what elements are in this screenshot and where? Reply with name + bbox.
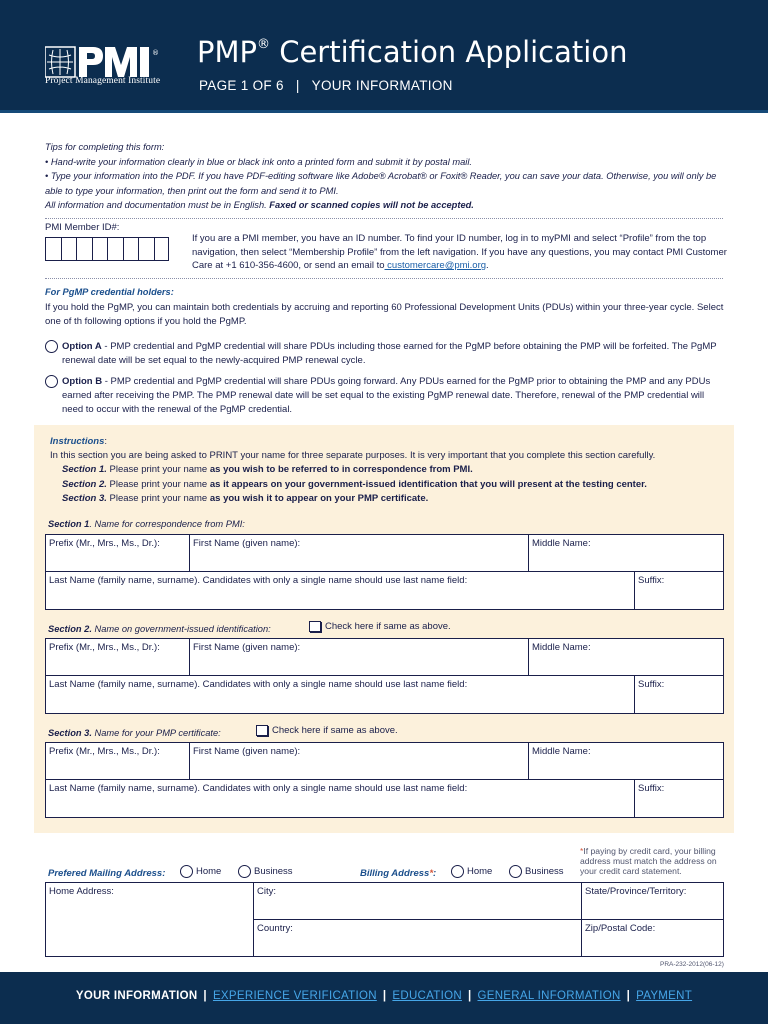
- zip-field[interactable]: Zip/Postal Code:: [581, 920, 723, 956]
- page-title: PMP® Certification Application: [197, 35, 628, 69]
- checkbox[interactable]: [309, 621, 321, 632]
- billing-business-radio[interactable]: [509, 865, 522, 878]
- mailing-home-radio[interactable]: [180, 865, 193, 878]
- nav-your-information: YOUR INFORMATION: [75, 990, 198, 1002]
- prefix-field[interactable]: Prefix (Mr., Mrs., Ms., Dr.):: [49, 538, 160, 549]
- mailing-home-option[interactable]: Home: [180, 865, 221, 878]
- logo-tagline: Project Management Institute: [45, 76, 161, 86]
- mailing-business-radio[interactable]: [238, 865, 251, 878]
- state-field[interactable]: State/Province/Territory:: [581, 883, 723, 920]
- billing-business-option[interactable]: Business: [509, 865, 564, 878]
- header-banner: [0, 0, 768, 113]
- customer-care-email-link[interactable]: customercare@pmi.org: [384, 260, 487, 271]
- section-2-name-grid: [45, 638, 724, 714]
- city-field[interactable]: City:: [253, 883, 581, 920]
- svg-text:®: ®: [152, 49, 159, 57]
- first-name-field[interactable]: First Name (given name):: [189, 743, 528, 779]
- section-2-label: Section 2. Name on government-issued identification:: [48, 624, 271, 634]
- credit-card-note: *If paying by credit card, your billing address must match the address on your credit card statement.: [580, 846, 717, 876]
- section-1-label: Section 1. Name for correspondence from PMI:: [48, 519, 245, 529]
- section-name: YOUR INFORMATION: [311, 78, 453, 93]
- mailing-business-option[interactable]: Business: [238, 865, 293, 878]
- page-number: PAGE 1 OF 6: [199, 78, 284, 93]
- checkbox[interactable]: [256, 725, 268, 736]
- prefix-field[interactable]: Prefix (Mr., Mrs., Ms., Dr.):: [49, 746, 160, 757]
- section-1-name-grid: [45, 534, 724, 610]
- last-name-field[interactable]: Last Name (family name, surname). Candidates with only a single name should use last name field:: [49, 575, 468, 586]
- divider: [45, 218, 723, 219]
- first-name-field[interactable]: First Name (given name):: [189, 639, 528, 675]
- suffix-field[interactable]: Suffix:: [634, 572, 725, 609]
- nav-experience-verification[interactable]: EXPERIENCE VERIFICATION: [212, 990, 377, 1002]
- middle-name-field[interactable]: Middle Name:: [528, 535, 725, 571]
- option-b-radio[interactable]: [45, 375, 58, 388]
- country-field[interactable]: Country:: [253, 920, 581, 956]
- member-id-input[interactable]: [45, 237, 169, 261]
- middle-name-field[interactable]: Middle Name:: [528, 743, 725, 779]
- page-subtitle: PAGE 1 OF 6 | YOUR INFORMATION: [199, 78, 453, 93]
- suffix-field[interactable]: Suffix:: [634, 676, 725, 713]
- mailing-label: Prefered Mailing Address:: [48, 868, 166, 879]
- section-3-same-check[interactable]: Check here if same as above.: [256, 725, 398, 736]
- prefix-field[interactable]: Prefix (Mr., Mrs., Ms., Dr.):: [49, 642, 160, 653]
- option-a: Option A - PMP credential and PgMP credential will share PDUs including those earned for the PgMP before obtaining the PMP will be forfeited. The PgMP renewal date will be set equal to the newly-acquired PMP renewal cycle.: [45, 340, 725, 368]
- billing-home-option[interactable]: Home: [451, 865, 492, 878]
- suffix-field[interactable]: Suffix:: [634, 780, 725, 817]
- billing-label: Billing Address*:: [360, 868, 437, 879]
- pgmp-description: If you hold the PgMP, you can maintain both credentials by accruing and reporting 60 Professional Development Units (PDUs) within your three-year cycle. Select one of th following options if you hold the PgMP.: [45, 302, 724, 327]
- home-address-field[interactable]: Home Address:: [49, 886, 114, 897]
- footer-nav-bar: [0, 972, 768, 1024]
- option-b: Option B - PMP credential and PgMP credential will share PDUs going forward. Any PDUs earned for the PgMP prior to obtaining the PMP and any PDUs earned after receiving the PMP. The PMP renewal date will be set equal to the existing PgMP renewal date. Therefore, renewal of the PMP credential will need to occur with the renewal of the PgMP credential.: [45, 375, 725, 416]
- divider: [45, 278, 723, 279]
- last-name-field[interactable]: Last Name (family name, surname). Candidates with only a single name should use last name field:: [49, 783, 468, 794]
- mailing-options: [48, 864, 728, 882]
- section-2-same-check[interactable]: Check here if same as above.: [309, 621, 451, 632]
- member-id-help: If you are a PMI member, you have an ID number. To find your ID number, log in to myPMI and select “Profile” from the top navigation, then select “Membership Profile” from the left navigation. If you have any questions, you may contact PMI Customer Care at +1 610-356-4600, or send an email to customercare@pmi.org.: [192, 233, 727, 271]
- section-3-name-grid: [45, 742, 724, 818]
- first-name-field[interactable]: First Name (given name):: [189, 535, 528, 571]
- last-name-field[interactable]: Last Name (family name, surname). Candidates with only a single name should use last name field:: [49, 679, 468, 690]
- middle-name-field[interactable]: Middle Name:: [528, 639, 725, 675]
- nav-education[interactable]: EDUCATION: [392, 990, 462, 1002]
- pgmp-heading: For PgMP credential holders:: [45, 287, 174, 297]
- footer-nav: YOUR INFORMATION | EXPERIENCE VERIFICATION | EDUCATION | GENERAL INFORMATION | PAYMENT: [75, 990, 693, 1002]
- nav-payment[interactable]: PAYMENT: [636, 990, 693, 1002]
- tips-block: Tips for completing this form: • Hand-write your information clearly in blue or black ink onto a printed form and submit it by postal mail. • Type your information into the PDF. If you have PDF-editing software like Adobe® Acrobat® or Foxit® Reader, you can save your data. Otherwise, you will only be able to type your information, then print out the form and send it to PMI. All information and documentation must be in English. Faxed or scanned copies will not be accepted.: [45, 142, 717, 210]
- member-id-label: PMI Member ID#:: [45, 222, 120, 233]
- nav-general-information[interactable]: GENERAL INFORMATION: [477, 990, 621, 1002]
- instructions: Instructions: In this section you are being asked to PRINT your name for three separate purposes. It is very important that you complete this section carefully. Section 1. Please print your name as you wish to be referred to in correspondence from PMI. Section 2. Please print your name as it appears on your government-issued identification that you will present at the testing center. Section 3. Please print your name as you wish it to appear on your PMP certificate.: [50, 436, 656, 504]
- billing-home-radio[interactable]: [451, 865, 464, 878]
- form-code: PRA-232-2012(06-12): [660, 961, 724, 968]
- section-3-label: Section 3. Name for your PMP certificate:: [48, 728, 221, 738]
- option-a-radio[interactable]: [45, 340, 58, 353]
- address-grid: [45, 882, 724, 957]
